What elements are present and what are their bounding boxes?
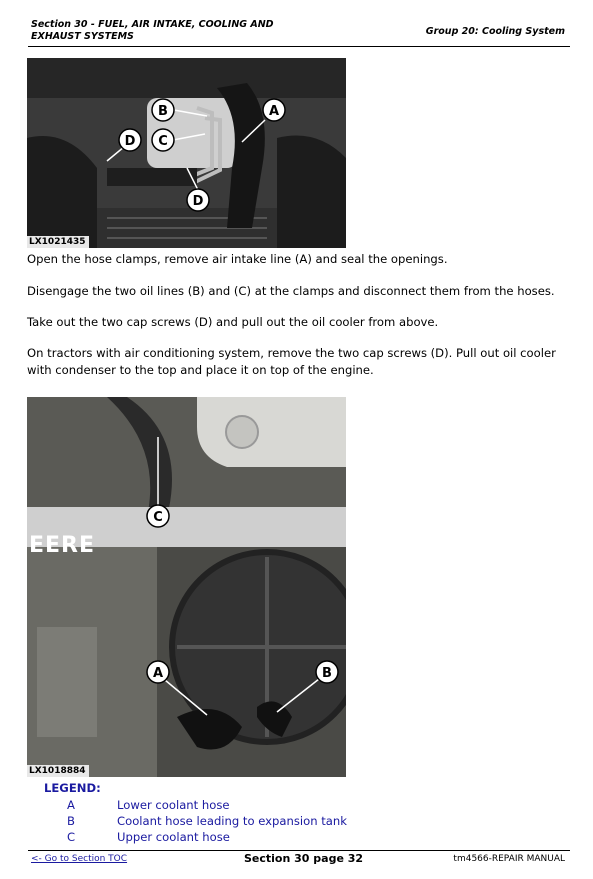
callout-c: C	[153, 510, 163, 525]
callout-a: A	[152, 666, 164, 681]
section-title-line2: EXHAUST SYSTEMS	[31, 31, 134, 42]
figure-1-callouts	[27, 58, 346, 248]
brand-text: EERE	[29, 533, 96, 558]
section-toc-link[interactable]: <- Go to Section TOC	[31, 854, 128, 864]
legend-title: LEGEND:	[44, 781, 101, 795]
footer-divider	[28, 850, 570, 851]
instruction-paragraph: On tractors with air conditioning system, remove the two cap screws (D). Pull out oil cooler with condenser to the top and place it on top of the engine.	[27, 346, 556, 377]
figure-2-label: LX1018884	[27, 765, 89, 777]
callout-b: B	[322, 666, 332, 681]
legend-text: Upper coolant hose	[117, 830, 230, 844]
callout-b: B	[158, 104, 168, 119]
figure-1-label: LX1021435	[27, 236, 89, 248]
figure-2-callouts	[27, 397, 346, 777]
legend-text: Lower coolant hose	[117, 798, 230, 812]
legend-text: Coolant hose leading to expansion tank	[117, 814, 347, 828]
instruction-paragraph: Open the hose clamps, remove air intake line (A) and seal the openings.	[27, 252, 448, 266]
manual-id: tm4566-REPAIR MANUAL	[453, 854, 565, 864]
group-title: Group 20: Cooling System	[425, 26, 565, 37]
section-title-line1: Section 30 - FUEL, AIR INTAKE, COOLING AND	[31, 19, 274, 30]
callout-a: A	[268, 104, 280, 119]
legend-key: A	[67, 798, 75, 812]
legend-key: B	[67, 814, 75, 828]
callout-c: C	[158, 134, 168, 149]
callout-d-bottom: D	[192, 194, 204, 209]
page-number: Section 30 page 32	[244, 852, 364, 865]
instruction-paragraph: Disengage the two oil lines (B) and (C) at the clamps and disconnect them from the hoses.	[27, 284, 555, 298]
section-title	[31, 19, 321, 43]
callout-d-left: D	[124, 134, 136, 149]
header-divider	[28, 46, 570, 47]
legend-key: C	[67, 830, 76, 844]
instruction-paragraph: Take out the two cap screws (D) and pull out the oil cooler from above.	[27, 315, 439, 329]
